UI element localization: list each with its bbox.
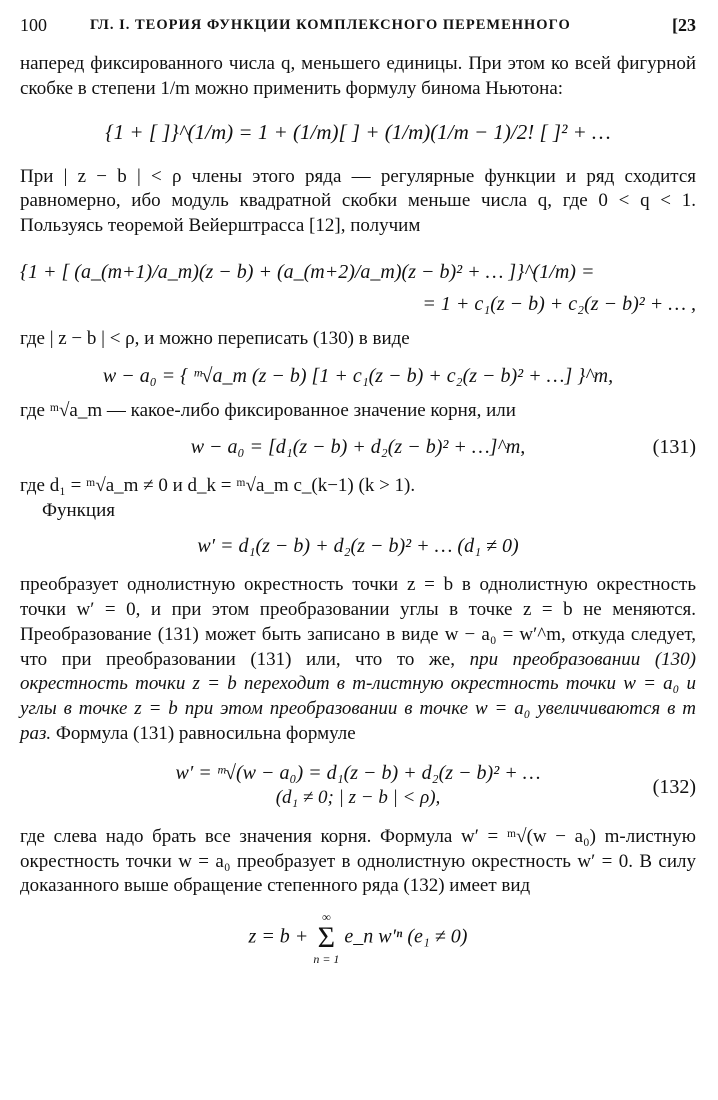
equation-series-right: = 1 + c₁(z − b) + c₂(z − b)² + … ,: [422, 292, 696, 315]
equation-132: [20, 760, 696, 811]
equation-131-number: (131): [652, 436, 696, 459]
paragraph-7-text: преобразует однолистную окрестность точки z = b в однолистную окрестность точки w′ = 0, и при этом преобразовании углы в точке z = b не меняются. Преобразование (131) может быть записано в виде w − a₀ = w′^m, откуда следует, что при преобразовании (131) или, что то же,: [20, 574, 696, 670]
paragraph-1: наперед фиксированного числа q, меньшего единицы. При этом ко всей фигурной скобке в степени 1/m можно применить формулу бинома Ньютона:: [20, 53, 696, 99]
equation-131: [20, 434, 696, 460]
paragraph-2: При | z − b | < ρ члены этого ряда — регулярные функции и ряд сходится равномерно, ибо модуль квадратной скобки меньше числа q, где 0 < q < 1. Пользуясь теоремой Вейерштрасса [12], получим: [20, 165, 696, 237]
section-number: [23: [672, 15, 696, 35]
equation-130-form: w − a₀ = { ᵐ√a_m (z − b) [1 + c₁(z − b) + c₂(z − b)² + …] }^m,: [102, 365, 614, 388]
paragraph-3: где | z − b | < ρ, и можно переписать (130) в виде: [20, 327, 410, 349]
equation-inverse-series: [20, 911, 696, 965]
paragraph-7: [20, 573, 696, 746]
equation-w-prime: w′ = d₁(z − b) + d₂(z − b)² + … (d₁ ≠ 0): [197, 535, 519, 558]
paragraph-8: где слева надо брать все значения корня. Формула w′ = ᵐ√(w − a₀) m-листную окрестность точки w = a₀ преобразует в однолистную окрестность w′ = 0. В силу доказанного выше обращение степенного ряда (132) имеет вид: [20, 825, 696, 897]
equation-inverse-lhs: z = b +: [248, 925, 309, 948]
equation-series-left: {1 + [ (a_(m+1)/a_m)(z − b) + (a_(m+2)/a_m)(z − b)² + … ]}^(1/m) =: [20, 260, 595, 283]
summation-symbol: [313, 911, 339, 965]
page-number: 100: [20, 15, 47, 35]
equation-132-number: (132): [652, 776, 696, 799]
paragraph-6: Функция: [42, 499, 115, 521]
equation-132-line-1: w′ = ᵐ√(w − a₀) = d₁(z − b) + d₂(z − b)² + …: [175, 762, 541, 785]
equation-131-body: w − a₀ = [d₁(z − b) + d₂(z − b)² + …]^m,: [190, 436, 526, 459]
sum-lower-limit: n = 1: [313, 952, 340, 967]
sum-upper-limit: ∞: [322, 910, 331, 925]
equation-inverse-rhs: e_n w′ⁿ (e₁ ≠ 0): [344, 925, 468, 948]
equation-132-line-2: (d₁ ≠ 0; | z − b | < ρ),: [275, 787, 441, 809]
paragraph-7-tail: Формула (131) равносильна формуле: [55, 722, 356, 744]
page-header: [20, 14, 696, 44]
paragraph-4: где ᵐ√a_m — какое-либо фиксированное значение корня, или: [20, 400, 516, 422]
equation-binomial: {1 + [ ]}^(1/m) = 1 + (1/m)[ ] + (1/m)(1/m − 1)/2! [ ]² + …: [105, 120, 611, 145]
sigma-sign: Σ: [317, 921, 336, 955]
paragraph-5: где d₁ = ᵐ√a_m ≠ 0 и d_k = ᵐ√a_m c_(k−1) (k > 1).: [20, 475, 416, 497]
running-title: ГЛ. I. ТЕОРИЯ ФУНКЦИИ КОМПЛЕКСНОГО ПЕРЕМЕННОГО: [90, 17, 571, 33]
paragraph-7-italic: при преобразовании (130) окрестность точки z = b переходит в m-листную окрестность точки w = a₀ и углы в точке z = b при этом преобразовании в точке w = a₀ увеличиваются в m раз.: [20, 648, 697, 744]
